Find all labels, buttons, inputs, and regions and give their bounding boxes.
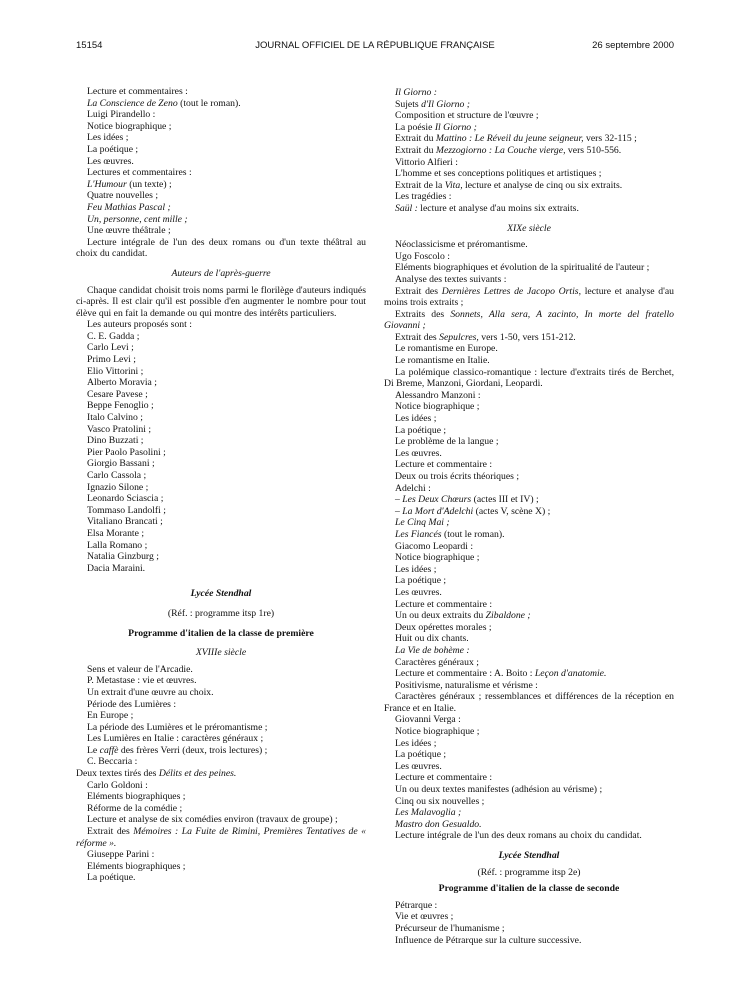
author-item: Ignazio Silone ;	[87, 481, 149, 493]
author-item: Natalia Ginzburg ;	[87, 551, 159, 563]
text-line: Lecture et commentaire : A. Boito : Leçon d'anatomie.	[395, 668, 607, 680]
text-line: Adelchi :	[395, 482, 431, 494]
text-line: Caractères généraux ;	[395, 656, 479, 668]
text-line: Sens et valeur de l'Arcadie.	[87, 663, 193, 675]
program-title: Programme d'italien de la classe de première	[128, 627, 314, 639]
text-line: Réforme de la comédie ;	[87, 802, 183, 814]
text-line: Le romantisme en Italie.	[395, 355, 490, 367]
text-line: Deux opérettes morales ;	[395, 621, 492, 633]
left-column	[76, 86, 366, 884]
text-line: Les œuvres.	[87, 155, 134, 167]
program-reference: (Réf. : programme itsp 2e)	[477, 866, 581, 878]
text-line: Les œuvres.	[395, 760, 442, 772]
text-line: Les idées ;	[87, 132, 129, 144]
text-line: Giuseppe Parini :	[87, 849, 155, 861]
text-line: Carlo Goldoni :	[87, 779, 148, 791]
paragraph: Extrait des Mémoires : La Fuite de Rimini, Premières Tentatives de « réforme ».	[76, 826, 366, 849]
text-line: L'homme et ses conceptions politiques et artistiques ;	[395, 168, 602, 180]
text-line: Les Fiancés (tout le roman).	[395, 528, 505, 540]
paragraph: Lecture intégrale de l'un des deux romans au choix du candidat.	[395, 830, 642, 842]
text-line: Extrait du Mezzogiorno : La Couche vierge, vers 510-556.	[395, 144, 622, 156]
text-line: Cinq ou six nouvelles ;	[395, 795, 485, 807]
paragraph: La polémique classico-romantique : lecture d'extraits tirés de Berchet, Di Breme, Manzoni, Giordani, Leopardi.	[384, 366, 674, 390]
author-item: Leonardo Sciascia ;	[87, 493, 164, 505]
page-header	[76, 40, 674, 54]
text-line: Le Cinq Mai ;	[395, 517, 450, 529]
text-line: Alessandro Manzoni :	[395, 389, 481, 401]
text-line: Les Lumières en Italie : caractères généraux ;	[87, 733, 264, 745]
text-line: Les tragédies :	[395, 191, 452, 203]
text-line: Vittorio Alfieri :	[395, 156, 458, 168]
right-column	[384, 87, 674, 946]
publication-date: 26 septembre 2000	[592, 40, 674, 51]
text-line: Les auteurs proposés sont :	[87, 319, 192, 331]
text-line: Un, personne, cent mille ;	[87, 213, 188, 225]
text-line: Influence de Pétrarque sur la culture successive.	[395, 934, 582, 946]
text-line: Les idées ;	[395, 737, 437, 749]
text-line: Notice biographique ;	[395, 552, 480, 564]
text-line: – Les Deux Chœurs (actes III et IV) ;	[395, 494, 539, 506]
text-line: Extrait des Sepulcres, vers 1-50, vers 151-212.	[395, 331, 576, 343]
text-line: La poétique.	[87, 872, 136, 884]
text-line: Les œuvres.	[395, 586, 442, 598]
program-reference: (Réf. : programme itsp 1re)	[167, 607, 275, 619]
text-line: Vie et œuvres ;	[395, 911, 454, 923]
text-line: En Europe ;	[87, 710, 134, 722]
text-line: Un ou deux extraits du Zibaldone ;	[395, 610, 531, 622]
text-line: Le problème de la langue ;	[395, 436, 499, 448]
author-item: Italo Calvino ;	[87, 412, 143, 424]
school-heading: Lycée Stendhal	[498, 850, 560, 861]
text-line: Ugo Foscolo :	[395, 250, 450, 262]
text-line: Luigi Pirandello :	[87, 109, 156, 121]
text-line: P. Metastase : vie et œuvres.	[87, 675, 197, 687]
author-item: Tommaso Landolfi ;	[87, 504, 166, 516]
text-line: – La Mort d'Adelchi (actes V, scène X) ;	[395, 505, 551, 517]
text-line: Lecture et commentaire :	[395, 772, 493, 784]
paragraph: Caractères généraux ; ressemblances et différences de la réception en France et en Italie.	[384, 691, 674, 714]
text-line: Mastro don Gesualdo.	[395, 818, 482, 830]
text-line: Les idées ;	[395, 413, 437, 425]
author-item: Carlo Levi ;	[87, 342, 134, 354]
paragraph: Extrait des Dernières Lettres de Jacopo Ortis, lecture et analyse d'au moins trois extraits ;	[384, 285, 675, 309]
author-item: C. E. Gadda ;	[87, 330, 140, 342]
text-line: Giacomo Leopardi :	[395, 540, 474, 552]
author-item: Pier Paolo Pasolini ;	[87, 446, 166, 458]
author-item: Vitaliano Brancati ;	[87, 516, 163, 528]
text-line: Deux ou trois écrits théoriques ;	[395, 471, 520, 482]
century-heading: XIXe siècle	[507, 222, 551, 234]
paragraph: Extraits des Sonnets, Alla sera, A zacinto, In morte del fratello Giovanni ;	[384, 308, 674, 332]
author-item: Vasco Pratolini ;	[87, 423, 152, 435]
text-line: Le romantisme en Europe.	[395, 343, 498, 355]
text-line: Il Giorno :	[395, 87, 437, 98]
text-line: Composition et structure de l'œuvre ;	[395, 110, 539, 122]
author-item: Giorgio Bassani ;	[87, 458, 155, 470]
text-line: Extrait de la Vita, lecture et analyse de cinq ou six extraits.	[395, 179, 623, 191]
school-heading: Lycée Stendhal	[190, 588, 252, 600]
text-line: L'Humour (un texte) ;	[87, 178, 172, 190]
text-line: La poésie Il Giorno ;	[395, 121, 477, 133]
text-line: Giovanni Verga :	[395, 714, 461, 726]
text-line: La poétique ;	[87, 143, 139, 155]
text-line: Néoclassicisme et préromantisme.	[395, 239, 528, 251]
paragraph: Chaque candidat choisit trois noms parmi le florilège d'auteurs indiqués ci-après. Il est clair qu'il est possible d'en augmenter le nombre pour tout élève qui en fait la demande ou qui montre des intérêts particuliers.	[76, 284, 366, 319]
author-item: Cesare Pavese ;	[87, 388, 148, 400]
text-line: La Conscience de Zeno (tout le roman).	[87, 97, 241, 109]
text-line: Deux textes tirés des Délits et des peines.	[76, 768, 237, 780]
author-item: Beppe Fenoglio ;	[87, 400, 154, 412]
text-line: Notice biographique ;	[395, 726, 480, 738]
text-line: Pétrarque :	[395, 899, 438, 911]
author-item: Alberto Moravia ;	[87, 377, 157, 389]
text-line: La poétique ;	[395, 749, 447, 761]
text-line: Lecture et commentaire :	[395, 459, 493, 471]
text-line: Le caffè des frères Verri (deux, trois lectures) ;	[87, 744, 268, 756]
text-line: Période des Lumières :	[87, 698, 177, 710]
text-line: Précurseur de l'humanisme ;	[395, 922, 505, 934]
text-line: Analyse des textes suivants :	[395, 273, 507, 285]
text-line: Lecture et commentaire :	[395, 598, 493, 610]
text-line: Saül : lecture et analyse d'au moins six extraits.	[395, 202, 579, 214]
text-line: Eléments biographiques ;	[87, 791, 186, 803]
text-line: Quatre nouvelles ;	[87, 190, 159, 202]
text-line: Un ou deux textes manifestes (adhésion au vérisme) ;	[395, 784, 603, 796]
author-item: Primo Levi ;	[87, 354, 136, 366]
text-line: Eléments biographiques ;	[87, 860, 186, 872]
section-heading: Auteurs de l'après-guerre	[171, 267, 271, 279]
text-line: Huit ou dix chants.	[395, 633, 469, 645]
paragraph: Lecture et analyse de six comédies environ (travaux de groupe) ;	[87, 814, 338, 826]
text-line: Positivisme, naturalisme et vérisme :	[395, 679, 538, 691]
text-line: Lecture et commentaires :	[87, 86, 188, 97]
author-item: Dacia Maraini.	[87, 562, 146, 574]
text-line: Les idées ;	[395, 563, 437, 575]
text-line: La période des Lumières et le préromantisme ;	[87, 721, 268, 733]
text-line: La Vie de bohème :	[395, 644, 470, 656]
text-line: Feu Mathias Pascal ;	[87, 201, 171, 213]
paragraph: Extrait du Mattino : Le Réveil du jeune seigneur, vers 32-115 ;	[395, 133, 637, 145]
author-item: Dino Buzzati ;	[87, 435, 144, 447]
author-item: Lalla Romano ;	[87, 539, 148, 551]
text-line: Un extrait d'une œuvre au choix.	[87, 686, 214, 698]
text-line: Sujets d'Il Giorno ;	[395, 98, 471, 110]
author-item: Elio Vittorini ;	[87, 365, 144, 377]
text-line: Une œuvre théâtrale ;	[87, 225, 171, 237]
text-line: Notice biographique ;	[87, 120, 172, 132]
paragraph: Lecture intégrale de l'un des deux romans ou d'un texte théâtral au choix du candidat.	[76, 236, 366, 260]
program-title: Programme d'italien de la classe de seconde	[438, 883, 620, 895]
journal-title: JOURNAL OFFICIEL DE LA RÉPUBLIQUE FRANÇAISE	[255, 40, 495, 51]
text-line: Les Malavoglia ;	[395, 807, 462, 819]
text-line: Lectures et commentaires :	[87, 167, 192, 179]
century-heading: XVIIIe siècle	[195, 647, 247, 659]
text-line: C. Beccaria :	[87, 756, 138, 768]
paragraph: Eléments biographiques et évolution de la spiritualité de l'auteur ;	[395, 262, 650, 274]
text-line: La poétique ;	[395, 575, 447, 587]
author-item: Carlo Cassola ;	[87, 470, 147, 481]
page-number: 15154	[76, 40, 103, 51]
author-item: Elsa Morante ;	[87, 527, 145, 539]
text-line: Notice biographique ;	[395, 401, 480, 413]
text-line: La poétique ;	[395, 424, 447, 436]
text-line: Les œuvres.	[395, 447, 442, 459]
